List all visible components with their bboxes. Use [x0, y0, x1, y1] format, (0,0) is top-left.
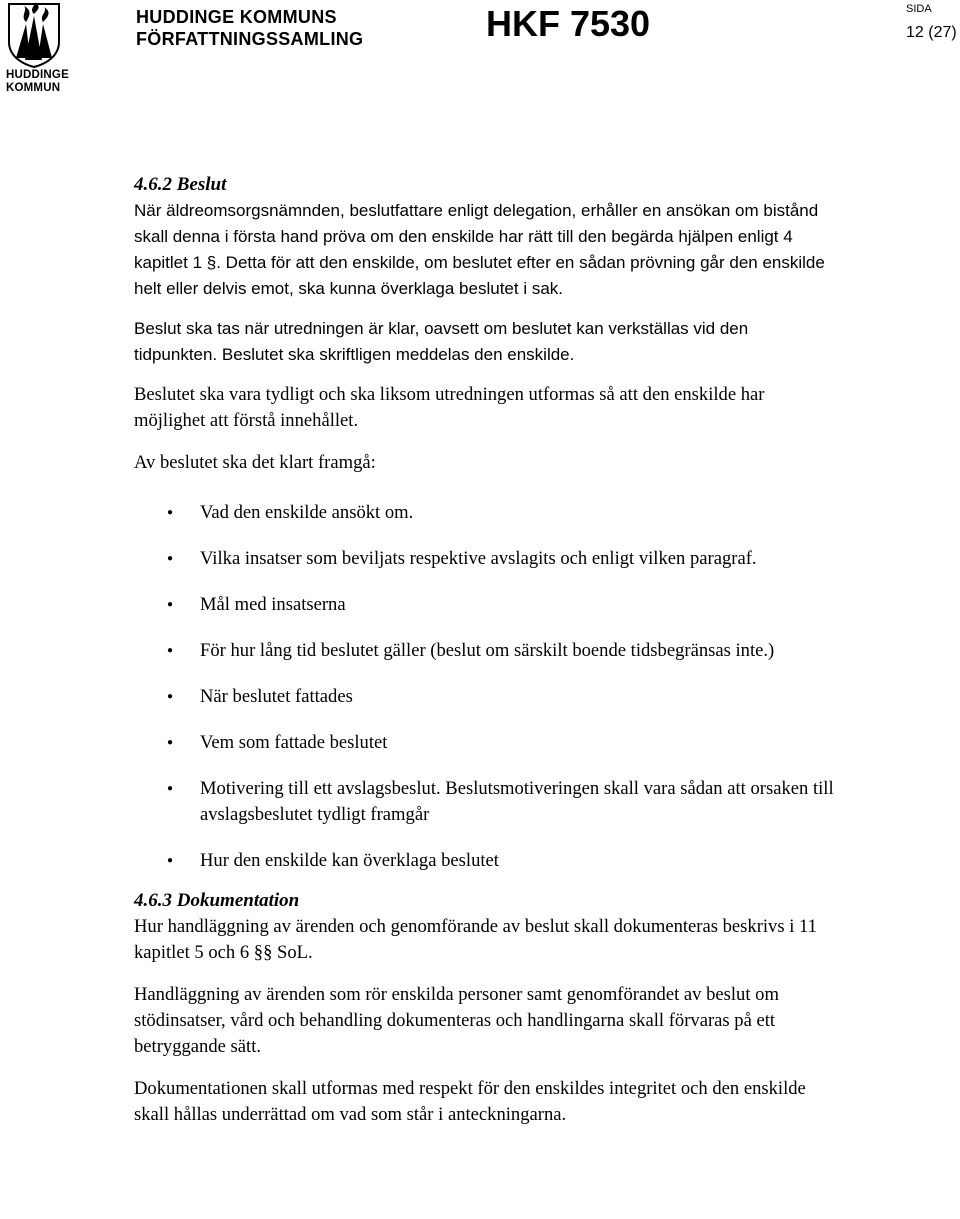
- paragraph-dokumentation-integrity: Dokumentationen skall utformas med respekt för den enskildes integritet och den enskilde skall hållas underrättad om vad som står i anteckningarna.: [134, 1078, 806, 1125]
- list-item: ● För hur lång tid beslutet gäller (beslut om särskilt boende tidsbegränsas inte.): [134, 638, 834, 664]
- paragraph-beslut-intro: När äldreomsorgsnämnden, beslutfattare enligt delegation, erhåller en ansökan om bistånd skall denna i första hand pröva om den enskilde har rätt till den begärda hjälpen enligt 4 kapitlet 1 §. Detta för att den enskilde, om beslutet efter en sådan prövning går den enskilde helt eller delvis emot, ska kunna överklaga beslutet i sak.: [134, 201, 825, 298]
- logo-text-line2: KOMMUN: [6, 82, 61, 94]
- org-line2: FÖRFATTNINGSSAMLING: [136, 29, 364, 49]
- paragraph-beslut-requirements: Av beslutet ska det klart framgå:: [134, 452, 376, 473]
- huddinge-logo: [6, 2, 69, 106]
- section-heading-dokumentation: 4.6.3 Dokumentation: [134, 890, 300, 911]
- paragraph-beslut-timing: Beslut ska tas när utredningen är klar, oavsett om beslutet kan verkställas vid den tidpunkten. Beslutet ska skriftligen meddelas den enskilde.: [134, 319, 749, 364]
- document-code: HKF 7530: [486, 3, 651, 44]
- list-item: ● Vem som fattade beslutet: [134, 730, 834, 756]
- list-item: ● Vilka insatser som beviljats respektive avslagits och enligt vilken paragraf.: [134, 546, 834, 572]
- list-item: ● När beslutet fattades: [134, 684, 834, 710]
- beslut-requirements-list: [134, 500, 834, 874]
- organization-name: [136, 6, 363, 50]
- paragraph-beslut-clarity: Beslutet ska vara tydligt och ska liksom utredningen utformas så att den enskilde har möjlighet att förstå innehållet.: [134, 384, 765, 431]
- list-item: ● Motivering till ett avslagsbeslut. Beslutsmotiveringen skall vara sådan att orsaken till avslagsbeslutet tydligt framgår: [134, 776, 834, 828]
- section-heading-beslut: 4.6.2 Beslut: [134, 174, 227, 195]
- paragraph-dokumentation-law: Hur handläggning av ärenden och genomförande av beslut skall dokumenteras beskrivs i 11 kapitlet 5 och 6 §§ SoL.: [134, 916, 817, 963]
- list-item: ● Mål med insatserna: [134, 592, 834, 618]
- list-item: ● Hur den enskilde kan överklaga beslutet: [134, 848, 834, 874]
- org-line1: HUDDINGE KOMMUNS: [136, 7, 337, 27]
- paragraph-dokumentation-handling: Handläggning av ärenden som rör enskilda personer samt genomförandet av beslut om stödinsatser, vård och behandling dokumenteras och handlingarna skall förvaras på ett betryggande sätt.: [134, 984, 779, 1057]
- logo-text-line1: HUDDINGE: [6, 69, 69, 81]
- page-label: SIDA: [906, 3, 932, 15]
- page-number: 12 (27): [906, 24, 957, 41]
- coat-of-arms-icon: [6, 2, 62, 68]
- document-body: [134, 172, 834, 1128]
- list-item: ● Vad den enskilde ansökt om.: [134, 500, 834, 526]
